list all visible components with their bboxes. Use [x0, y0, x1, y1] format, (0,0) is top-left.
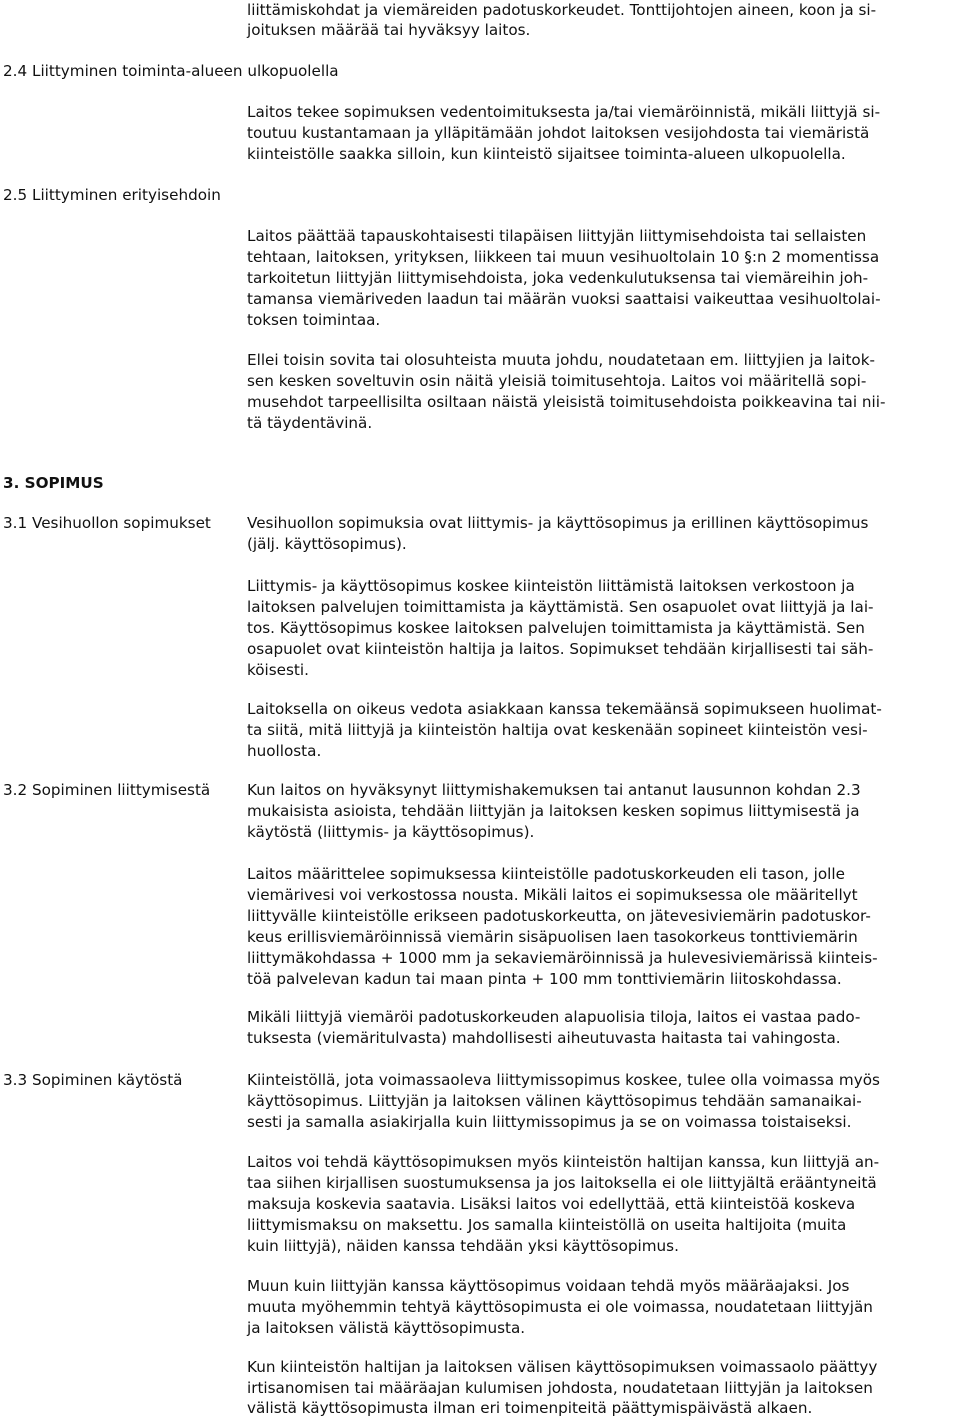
text-line: Laitos voi tehdä käyttösopimuksen myös kiinteistön haltijan kanssa, kun liittyjä an- [247, 1153, 880, 1171]
section-heading-2-4: 2.4 Liittyminen toiminta-alueen ulkopuolella [3, 62, 339, 80]
text-line: mukaisista asioista, tehdään liittyjän ja laitoksen kesken sopimus liittymisestä ja [247, 802, 860, 820]
text-line: tos. Käyttösopimus koskee laitoksen palvelujen toimittamista ja käyttämistä. Sen [247, 619, 865, 637]
text-line: ta siitä, mitä liittyjä ja kiinteistön haltija ovat keskenään sopineet kiinteistön vesi- [247, 721, 868, 739]
text-line: tä täydentävinä. [247, 414, 373, 432]
text-line: tamansa viemäriveden laadun tai määrän vuoksi saattaisi vaikeuttaa vesihuoltolai- [247, 290, 881, 308]
text-line: huollosta. [247, 742, 322, 760]
text-line: osapuolet ovat kiinteistön haltija ja laitos. Sopimukset tehdään kirjallisesti tai säh- [247, 640, 874, 658]
text-line: välistä käyttösopimusta ilman eri toimenpiteitä päättymispäivästä alkaen. [247, 1399, 813, 1417]
text-line: Laitos tekee sopimuksen vedentoimituksesta ja/tai viemäröinnistä, mikäli liittyjä si- [247, 103, 881, 121]
text-line: Kun laitos on hyväksynyt liittymishakemuksen tai antanut lausunnon kohdan 2.3 [247, 781, 861, 799]
section-heading-3-3: 3.3 Sopiminen käytöstä [3, 1071, 183, 1089]
text-line: liittymäkohdassa + 1000 mm ja sekaviemäröinnissä ja hulevesiviemärissä kiinteis- [247, 949, 878, 967]
text-line: köisesti. [247, 661, 309, 679]
text-line: käytöstä (liittymis- ja käyttösopimus). [247, 823, 535, 841]
text-line: Laitos päättää tapauskohtaisesti tilapäisen liittyjän liittymisehdoista tai sellaisten [247, 227, 867, 245]
chapter-heading-3: 3. SOPIMUS [3, 474, 104, 492]
text-line: irtisanomisen tai määräajan kulumisen johdosta, noudatetaan liittyjän ja laitoksen [247, 1379, 873, 1397]
text-line: ja laitoksen välistä käyttösopimusta. [247, 1319, 526, 1337]
text-line: käyttösopimus. Liittyjän ja laitoksen välinen käyttösopimus tehdään samanaikai- [247, 1092, 862, 1110]
text-line: tarkoitetun liittyjän liittymisehdoista, joka vedenkulutuksensa tai viemäreihin joh- [247, 269, 869, 287]
text-line: liittämiskohdat ja viemäreiden padotuskorkeudet. Tonttijohtojen aineen, koon ja si- [247, 1, 877, 19]
text-line: liittyvälle kiinteistölle erikseen padotuskorkeutta, on jätevesiviemärin padotuskor- [247, 907, 871, 925]
text-line: musehdot tarpeellisilta osiltaan näistä yleisistä toimitusehdoista poikkeavina tai nii- [247, 393, 886, 411]
text-line: Muun kuin liittyjän kanssa käyttösopimus voidaan tehdä myös määräajaksi. Jos [247, 1277, 850, 1295]
text-line: (jälj. käyttösopimus). [247, 535, 407, 553]
section-heading-3-1: 3.1 Vesihuollon sopimukset [3, 514, 211, 532]
text-line: Laitoksella on oikeus vedota asiakkaan kanssa tekemäänsä sopimukseen huolimat- [247, 700, 882, 718]
text-line: taa siihen kirjallisen suostumuksensa ja jos laitoksella ei ole liittyjältä erääntyneitä [247, 1174, 877, 1192]
section-heading-2-5: 2.5 Liittyminen erityisehdoin [3, 186, 221, 204]
section-heading-3-2: 3.2 Sopiminen liittymisestä [3, 781, 211, 799]
text-line: muuta myöhemmin tehtyä käyttösopimusta ei ole voimassa, noudatetaan liittyjän [247, 1298, 873, 1316]
text-line: sen kesken soveltuvin osin näitä yleisiä toimitusehtoja. Laitos voi määritellä sopi- [247, 372, 867, 390]
text-line: Laitos määrittelee sopimuksessa kiinteistölle padotuskorkeuden eli tason, jolle [247, 865, 845, 883]
text-line: maksuja koskevia saatavia. Lisäksi laitos voi edellyttää, että kiinteistöä koskeva [247, 1195, 856, 1213]
text-line: joituksen määrää tai hyväksyy laitos. [247, 21, 531, 39]
text-line: keus erillisviemäröinnissä viemärin sisäpuolisen laen tasokorkeus tonttiviemärin [247, 928, 858, 946]
text-line: Ellei toisin sovita tai olosuhteista muuta johdu, noudatetaan em. liittyjien ja laitok- [247, 351, 875, 369]
text-line: viemärivesi voi verkostossa nousta. Mikäli laitos ei sopimuksessa ole määritellyt [247, 886, 858, 904]
text-line: kiinteistölle saakka silloin, kun kiinteistö sijaitsee toiminta-alueen ulkopuolella. [247, 145, 846, 163]
text-line: Mikäli liittyjä viemäröi padotuskorkeuden alapuolisia tiloja, laitos ei vastaa pado- [247, 1008, 861, 1026]
text-line: sesti ja samalla asiakirjalla kuin liittymissopimus ja se on voimassa toistaiseksi. [247, 1113, 852, 1131]
text-line: Liittymis- ja käyttösopimus koskee kiinteistön liittämistä laitoksen verkostoon ja [247, 577, 855, 595]
text-line: liittymismaksu on maksettu. Jos samalla kiinteistöllä on useita haltijoita (muita [247, 1216, 847, 1234]
text-line: toksen toimintaa. [247, 311, 381, 329]
text-line: laitoksen palvelujen toimittamista ja käyttämistä. Sen osapuolet ovat liittyjä ja lai- [247, 598, 874, 616]
text-line: tehtaan, laitoksen, yrityksen, liikkeen tai muun vesihuoltolain 10 §:n 2 momentissa [247, 248, 880, 266]
text-line: toutuu kustantamaan ja ylläpitämään johdot laitoksen vesijohdosta tai viemäristä [247, 124, 870, 142]
text-line: kuin liittyjä), näiden kanssa tehdään yksi käyttösopimus. [247, 1237, 679, 1255]
text-line: tuksesta (viemäritulvasta) mahdollisesti aiheutuvasta haitasta tai vahingosta. [247, 1029, 841, 1047]
text-line: Kiinteistöllä, jota voimassaoleva liittymissopimus koskee, tulee olla voimassa myös [247, 1071, 880, 1089]
text-line: Vesihuollon sopimuksia ovat liittymis- ja käyttösopimus ja erillinen käyttösopimus [247, 514, 869, 532]
text-line: töä palvelevan kadun tai maan pinta + 100 mm tonttiviemärin liitoskohdassa. [247, 970, 842, 988]
text-line: Kun kiinteistön haltijan ja laitoksen välisen käyttösopimuksen voimassaolo päättyy [247, 1358, 878, 1376]
